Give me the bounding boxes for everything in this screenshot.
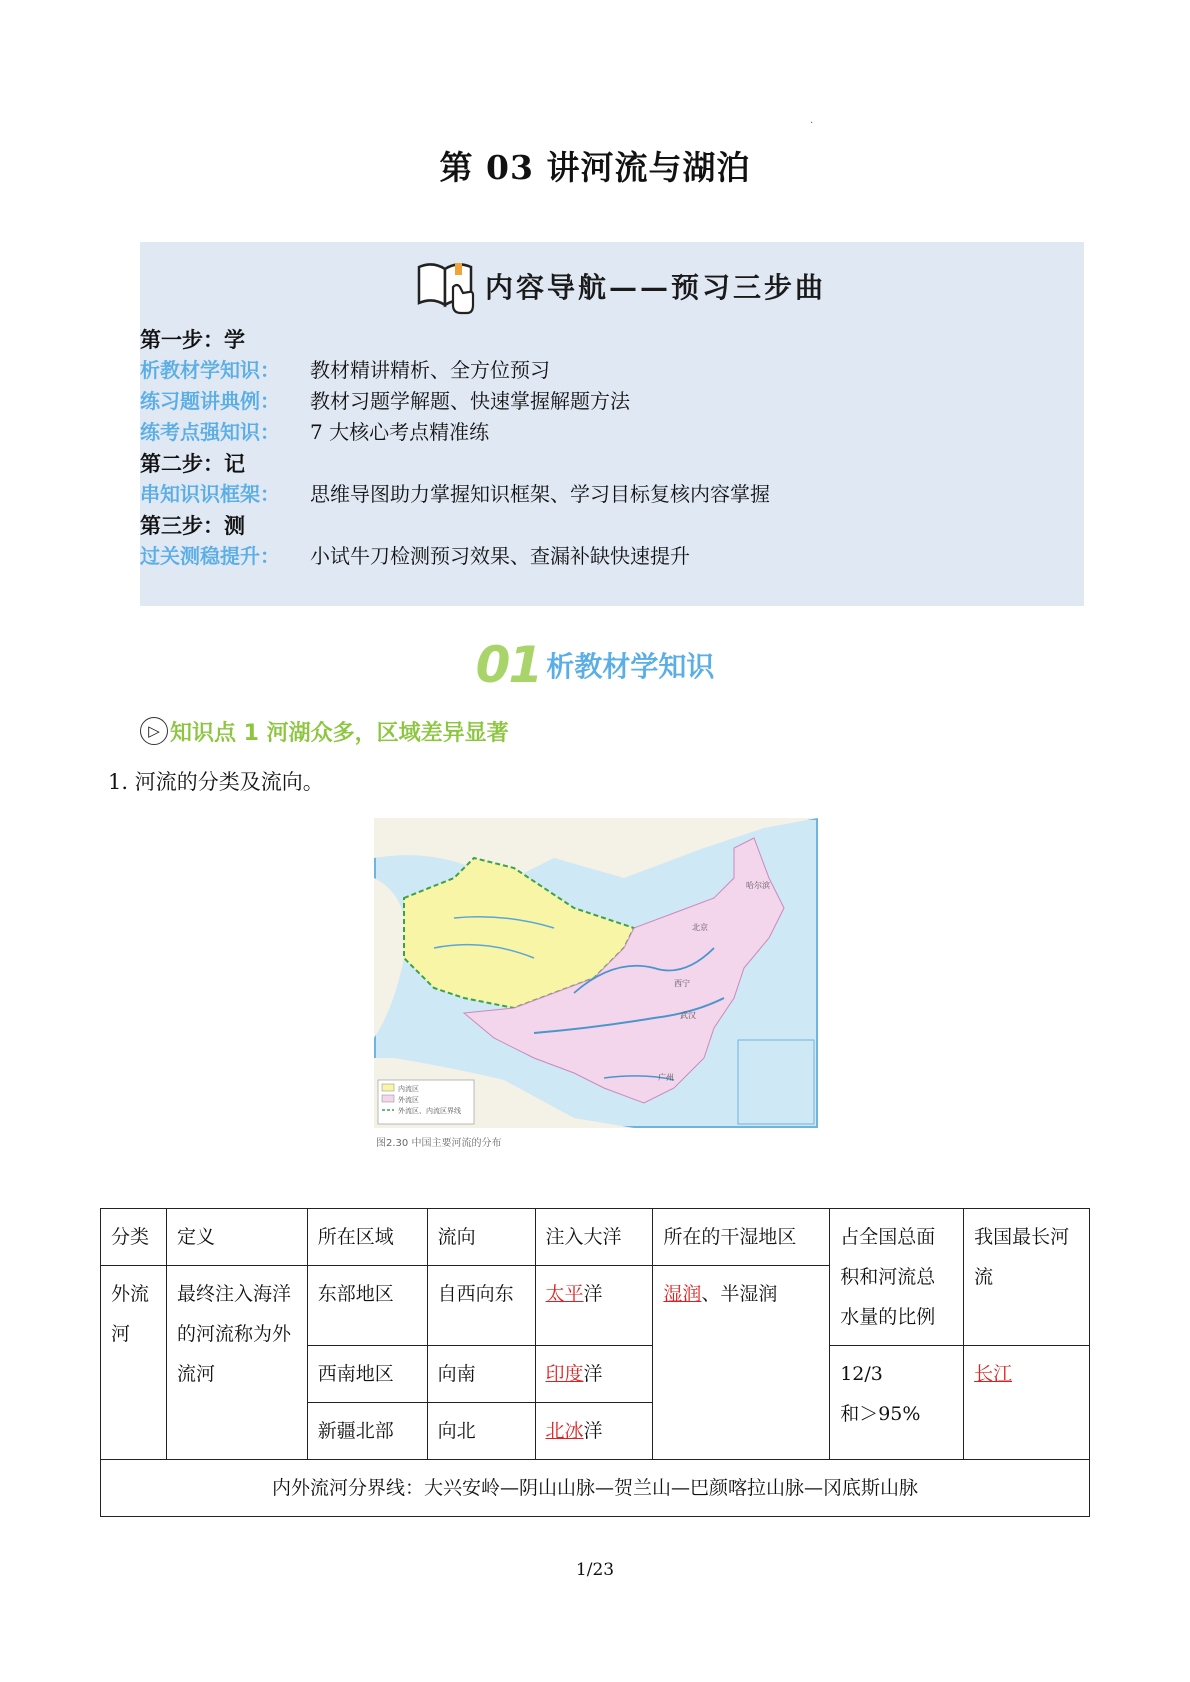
nav-item bbox=[140, 417, 770, 448]
ocean-cell bbox=[535, 1266, 653, 1346]
page-title: 第 03 讲河流与湖泊 bbox=[439, 148, 751, 187]
humidity-highlight: 湿润 bbox=[663, 1283, 702, 1305]
nav-item-label: 过关测稳提升： bbox=[140, 544, 280, 568]
nav-item-label: 串知识识框架： bbox=[140, 482, 280, 506]
nav-heading bbox=[415, 256, 826, 316]
ocean-highlight: 太平 bbox=[545, 1283, 584, 1305]
humidity-rest: 、半湿润 bbox=[701, 1283, 778, 1305]
header-cell: 所在的干湿地区 bbox=[653, 1209, 830, 1266]
map-caption: 图2.30 中国主要河流的分布 bbox=[376, 1138, 502, 1149]
map-city-label: 武汉 bbox=[680, 1011, 696, 1020]
region-cell: 新疆北部 bbox=[307, 1403, 427, 1460]
ocean-suffix: 洋 bbox=[583, 1283, 603, 1305]
nav-item-text: 教材习题学解题、快速掌握解题方法 bbox=[310, 389, 630, 413]
map-legend-text: 外流区、内流区界线 bbox=[398, 1107, 461, 1115]
ratio-line: 12/3 bbox=[840, 1363, 883, 1385]
header-cell: 我国最长河流 bbox=[964, 1209, 1090, 1346]
nav-item-text: 思维导图助力掌握知识框架、学习目标复核内容掌握 bbox=[310, 482, 770, 506]
step-3: 第三步：测 bbox=[140, 513, 245, 538]
nav-item-text: 教材精讲精析、全方位预习 bbox=[310, 358, 550, 382]
play-circle-icon: ▷ bbox=[140, 717, 168, 745]
ocean-suffix: 洋 bbox=[583, 1363, 603, 1385]
longest-river-highlight: 长江 bbox=[974, 1363, 1013, 1385]
knowledge-point-text: 知识点 1 河湖众多，区域差异显著 bbox=[170, 720, 509, 746]
header-cell: 注入大洋 bbox=[535, 1209, 653, 1266]
nav-item bbox=[140, 479, 770, 510]
nav-lines bbox=[140, 324, 770, 572]
step-2: 第二步：记 bbox=[140, 451, 245, 476]
nav-item-label: 练考点强知识： bbox=[140, 420, 280, 444]
direction-cell: 向北 bbox=[427, 1403, 535, 1460]
knowledge-point-heading bbox=[140, 714, 509, 748]
nav-item-text: 小试牛刀检测预习效果、查漏补缺快速提升 bbox=[310, 544, 690, 568]
nav-item-label: 练习题讲典例： bbox=[140, 389, 280, 413]
ocean-suffix: 洋 bbox=[583, 1420, 603, 1442]
nav-heading-text: 内容导航——预习三步曲 bbox=[485, 271, 827, 304]
section-heading bbox=[0, 636, 1190, 696]
step-1: 第一步：学 bbox=[140, 327, 245, 352]
content-navigation-box bbox=[140, 242, 1084, 606]
map-graphic bbox=[374, 818, 818, 1128]
ocean-cell bbox=[535, 1346, 653, 1403]
section-title-text: 析教材学知识 bbox=[546, 650, 715, 683]
longest-river-cell bbox=[964, 1346, 1090, 1460]
humidity-cell bbox=[653, 1266, 830, 1460]
nav-item bbox=[140, 541, 770, 572]
category-cell: 外流河 bbox=[101, 1266, 167, 1460]
ocean-highlight: 北冰 bbox=[545, 1420, 584, 1442]
nav-item bbox=[140, 386, 770, 417]
header-cell: 流向 bbox=[427, 1209, 535, 1266]
section-number: 01 bbox=[475, 636, 542, 694]
nav-item-label: 析教材学知识： bbox=[140, 358, 280, 382]
map-legend-text: 内流区 bbox=[398, 1085, 419, 1093]
ratio-line: 和＞95% bbox=[840, 1403, 921, 1425]
region-cell: 东部地区 bbox=[307, 1266, 427, 1346]
direction-cell: 自西向东 bbox=[427, 1266, 535, 1346]
map-city-label: 北京 bbox=[692, 923, 708, 932]
region-cell: 西南地区 bbox=[307, 1346, 427, 1403]
table-footer-row bbox=[101, 1460, 1090, 1517]
direction-cell: 向南 bbox=[427, 1346, 535, 1403]
ratio-cell bbox=[830, 1346, 964, 1460]
map-legend-text: 外流区 bbox=[398, 1096, 419, 1104]
header-dot: · bbox=[810, 118, 814, 129]
nav-item bbox=[140, 355, 770, 386]
china-river-map bbox=[374, 818, 818, 1128]
header-cell: 占全国总面积和河流总水量的比例 bbox=[830, 1209, 964, 1346]
map-city-label: 广州 bbox=[658, 1073, 674, 1082]
definition-cell: 最终注入海洋的河流称为外流河 bbox=[166, 1266, 307, 1460]
page-number: 1/23 bbox=[575, 1560, 615, 1580]
header-cell: 分类 bbox=[101, 1209, 167, 1266]
list-item-1: 1. 河流的分类及流向。 bbox=[108, 770, 324, 794]
nav-item-text: 7 大核心考点精准练 bbox=[310, 420, 490, 444]
map-city-label: 西宁 bbox=[674, 979, 690, 988]
boundary-cell: 内外流河分界线：大兴安岭—阴山山脉—贺兰山—巴颜喀拉山脉—冈底斯山脉 bbox=[101, 1460, 1090, 1517]
table-header-row bbox=[101, 1209, 1090, 1266]
header-cell: 定义 bbox=[166, 1209, 307, 1266]
river-classification-table bbox=[100, 1208, 1090, 1517]
header-cell: 所在区域 bbox=[307, 1209, 427, 1266]
ocean-cell bbox=[535, 1403, 653, 1460]
ocean-highlight: 印度 bbox=[545, 1363, 584, 1385]
map-city-label: 哈尔滨 bbox=[746, 881, 770, 890]
book-pointer-icon bbox=[415, 257, 479, 315]
